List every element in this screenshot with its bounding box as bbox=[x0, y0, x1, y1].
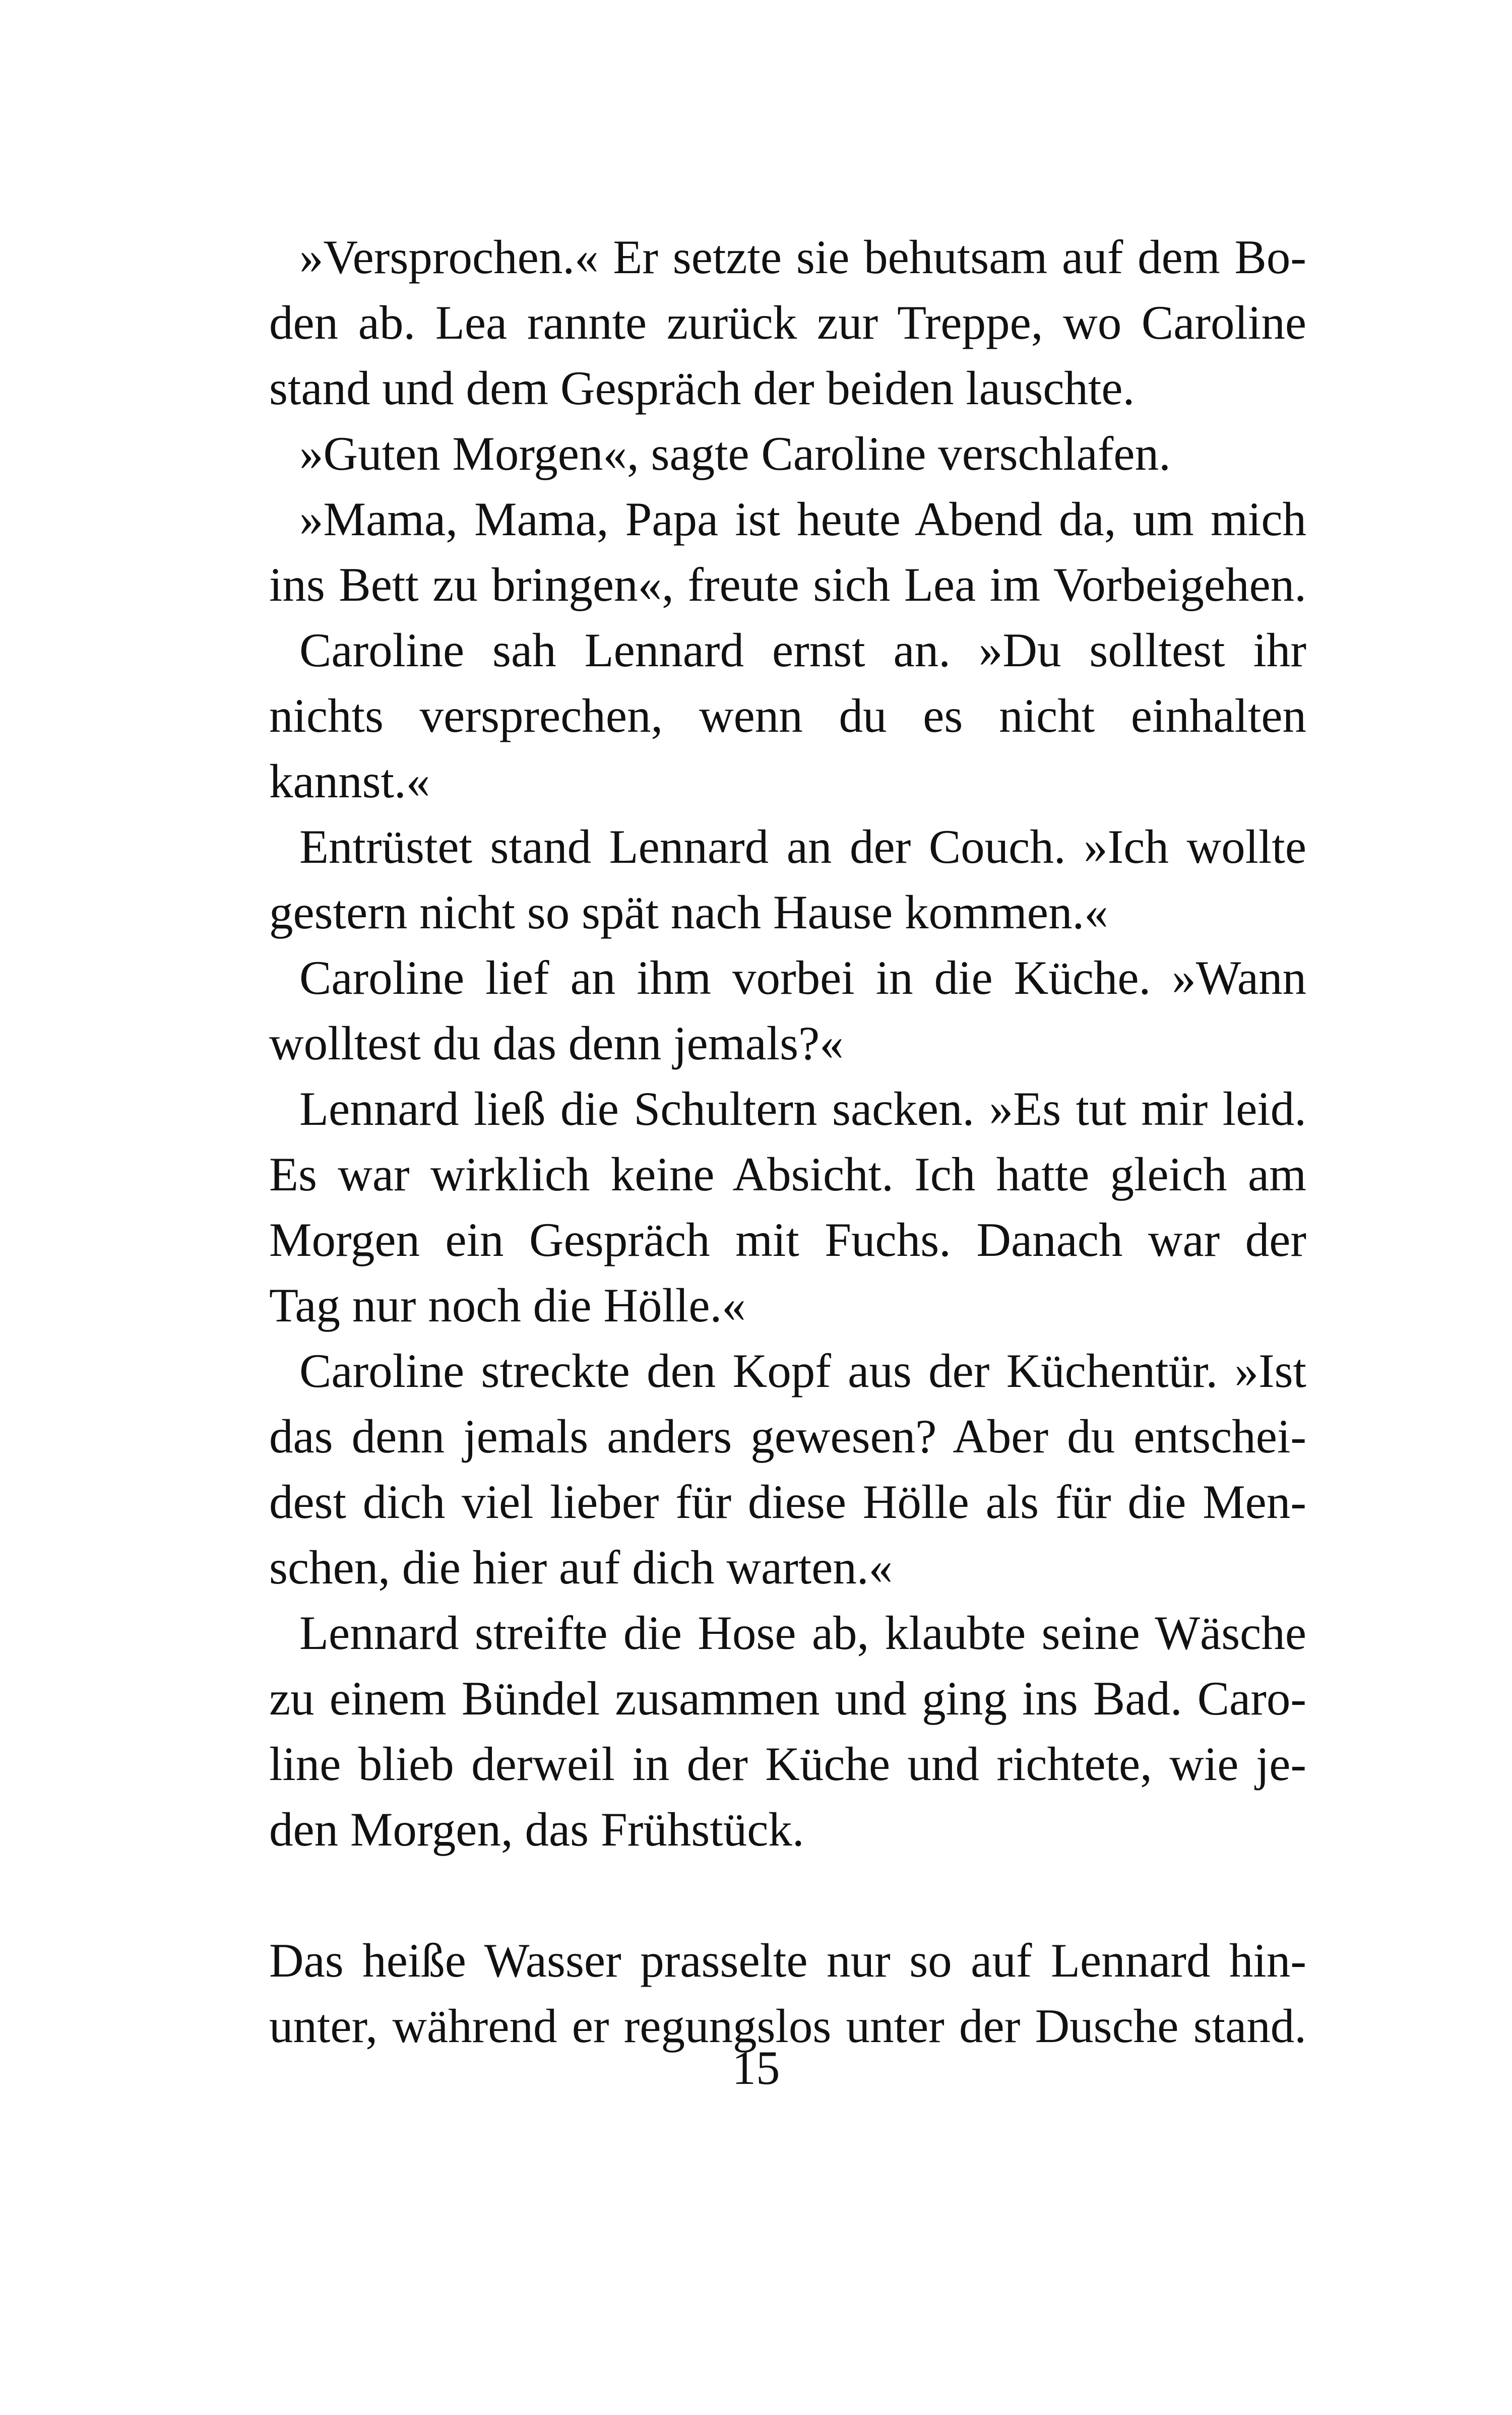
text-line: »Guten Morgen«, sagte Caroline verschlafen. bbox=[299, 427, 1171, 480]
text-line: ins Bett zu bringen«, freute sich Lea im Vorbeigehen. bbox=[269, 558, 1306, 611]
text-line: schen, die hier auf dich warten.« bbox=[269, 1541, 893, 1594]
text-line: nichts versprechen, wenn du es nicht einhalten bbox=[269, 689, 1306, 742]
text-line: Das heiße Wasser prasselte nur so auf Lennard hin- bbox=[269, 1934, 1306, 1987]
text-line: line blieb derweil in der Küche und richtete, wie je- bbox=[269, 1737, 1306, 1791]
text-line: das denn jemals anders gewesen? Aber du entschei- bbox=[269, 1410, 1306, 1463]
text-line: Caroline sah Lennard ernst an. »Du solltest ihr bbox=[299, 623, 1306, 677]
text-line: Es war wirklich keine Absicht. Ich hatte gleich am bbox=[269, 1148, 1306, 1201]
text-line: Lennard ließ die Schultern sacken. »Es tut mir leid. bbox=[299, 1082, 1306, 1135]
text-line: den Morgen, das Frühstück. bbox=[269, 1803, 804, 1856]
text-line: den ab. Lea rannte zurück zur Treppe, wo Caroline bbox=[269, 296, 1306, 349]
text-line: stand und dem Gespräch der beiden lauschte. bbox=[269, 361, 1135, 415]
text-line: Caroline lief an ihm vorbei in die Küche. »Wann bbox=[299, 951, 1306, 1004]
text-line: »Mama, Mama, Papa ist heute Abend da, um mich bbox=[299, 492, 1306, 546]
text-line: Lennard streifte die Hose ab, klaubte seine Wäsche bbox=[299, 1606, 1306, 1660]
text-line: kannst.« bbox=[269, 754, 430, 808]
text-line: wolltest du das denn jemals?« bbox=[269, 1016, 844, 1070]
page-number: 15 bbox=[732, 2041, 780, 2094]
text-line: Tag nur noch die Hölle.« bbox=[269, 1279, 746, 1332]
text-line: Caroline streckte den Kopf aus der Küchentür. »Ist bbox=[299, 1344, 1306, 1397]
text-line: »Versprochen.« Er setzte sie behutsam auf dem Bo- bbox=[299, 230, 1306, 284]
text-line: Morgen ein Gespräch mit Fuchs. Danach war der bbox=[269, 1213, 1306, 1266]
book-page-text bbox=[269, 224, 1306, 2059]
text-line: unter, während er regungslos unter der Dusche stand. bbox=[269, 1999, 1306, 2053]
text-line: Entrüstet stand Lennard an der Couch. »Ich wollte bbox=[299, 820, 1306, 873]
section-break bbox=[269, 1862, 1306, 1928]
text-line: gestern nicht so spät nach Hause kommen.« bbox=[269, 885, 1108, 939]
text-line: dest dich viel lieber für diese Hölle als für die Men- bbox=[269, 1475, 1306, 1529]
text-line: zu einem Bündel zusammen und ging ins Bad. Caro- bbox=[269, 1672, 1306, 1725]
